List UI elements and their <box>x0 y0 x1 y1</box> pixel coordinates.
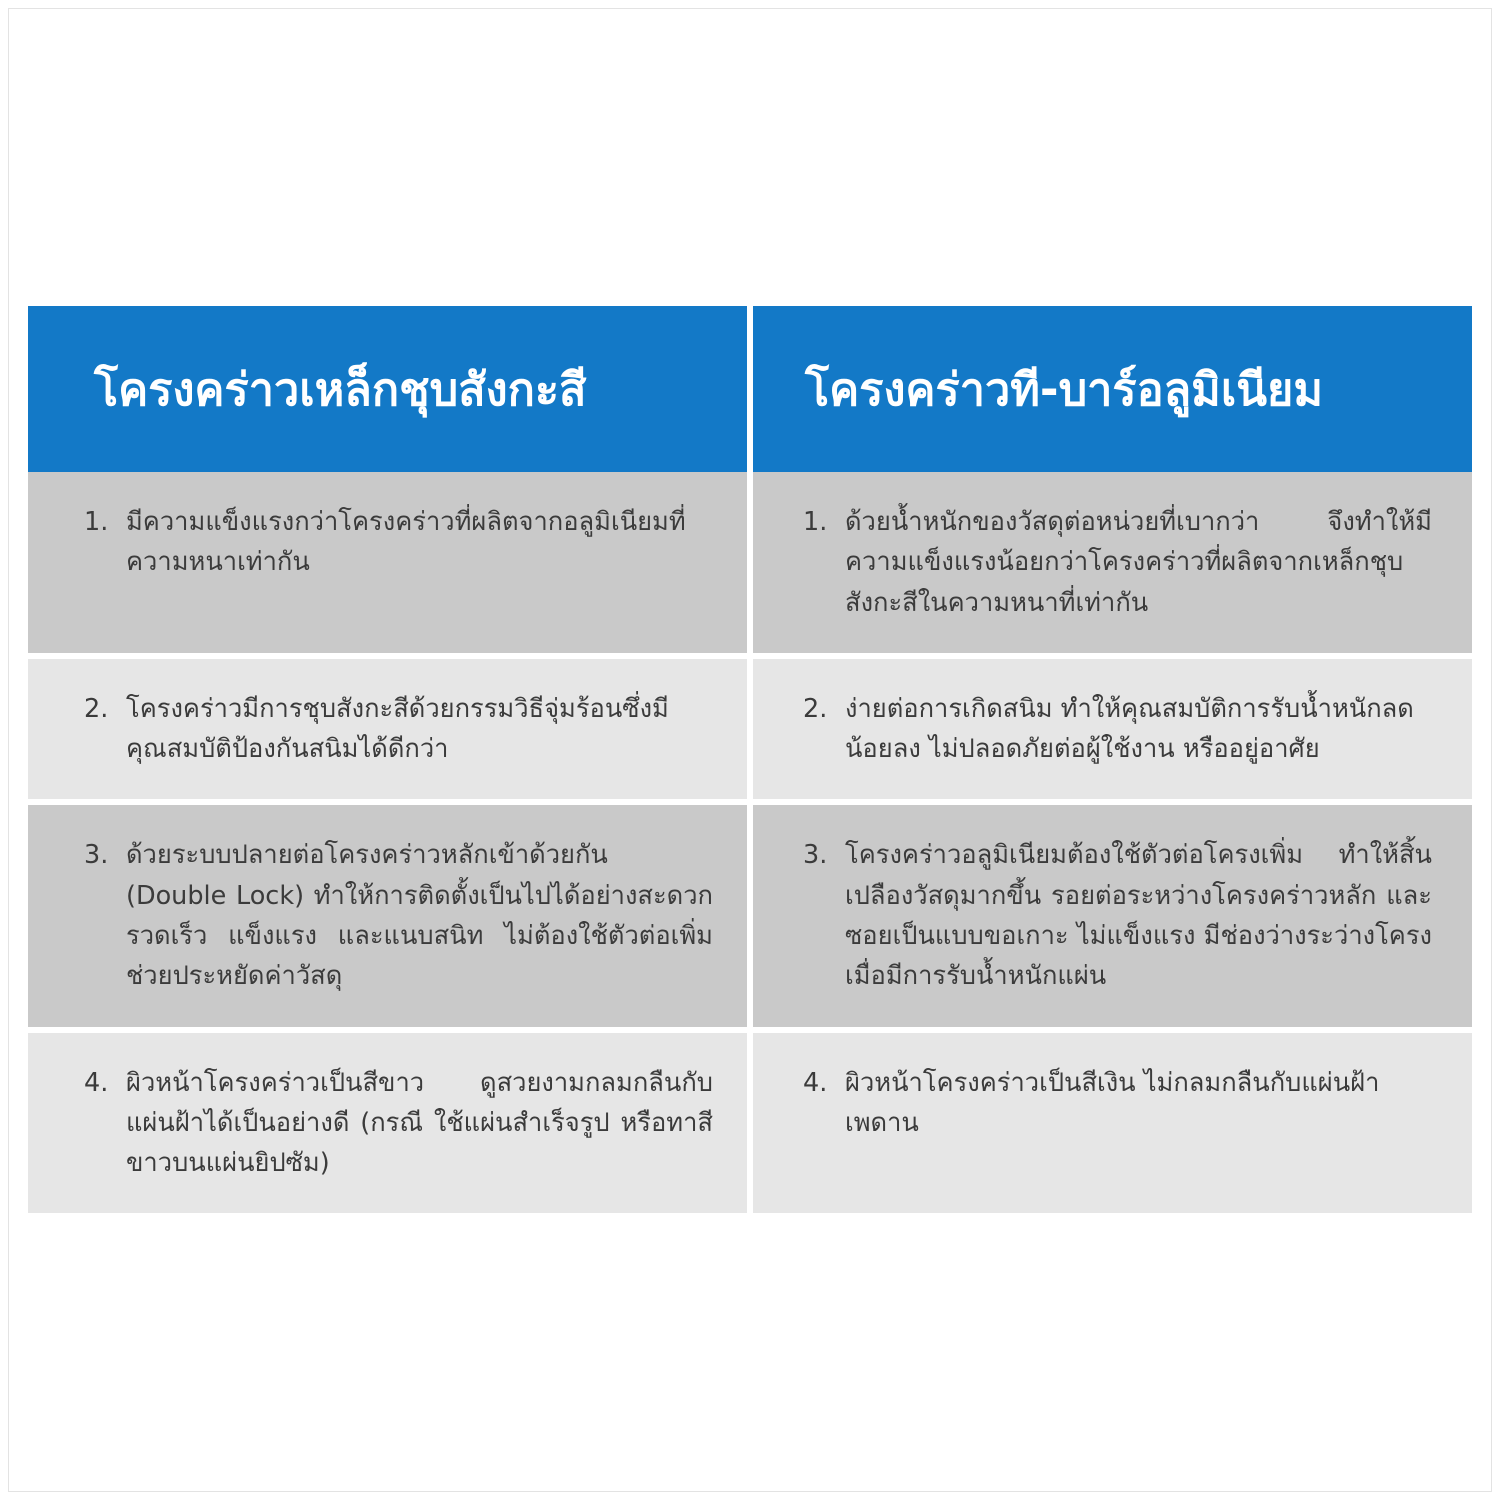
table-row <box>28 802 1472 1029</box>
cell-left-1 <box>28 472 750 656</box>
table-body <box>28 472 1472 1213</box>
item-number: 3. <box>84 840 109 871</box>
item-number: 2. <box>803 693 828 724</box>
item-number: 3. <box>803 840 828 871</box>
cell-right-4 <box>750 1030 1472 1214</box>
item-text: ผิวหน้าโครงคร่าวเป็นสีขาว ดูสวยงามกลมกลืนกับแผ่นฝ้าได้เป็นอย่างดี (กรณี ใช้แผ่นสำเร็จรูป หรือทาสีขาวบนแผ่นยิปซัม) <box>126 1067 713 1179</box>
item-text: มีความแข็งแรงกว่าโครงคร่าวที่ผลิตจากอลูมิเนียมที่ความหนาเท่ากัน <box>126 507 686 578</box>
item-text: ด้วยน้ำหนักของวัสดุต่อหน่วยที่เบากว่า จึงทำให้มีความแข็งแรงน้อยกว่าโครงคร่าวที่ผลิตจากเหล็กชุบสังกะสีในความหนาที่เท่ากัน <box>845 507 1432 618</box>
item-text: ง่ายต่อการเกิดสนิม ทำให้คุณสมบัติการรับน้ำหนักลดน้อยลง ไม่ปลอดภัยต่อผู้ใช้งาน หรืออยู่อาศัย <box>845 693 1414 765</box>
item-number: 2. <box>84 693 109 724</box>
table-row <box>28 1030 1472 1214</box>
item-number: 4. <box>84 1067 109 1098</box>
cell-right-3 <box>750 802 1472 1029</box>
cell-right-1 <box>750 472 1472 656</box>
table-row <box>28 656 1472 803</box>
cell-right-2 <box>750 656 1472 803</box>
table-row <box>28 472 1472 656</box>
item-text: ผิวหน้าโครงคร่าวเป็นสีเงิน ไม่กลมกลืนกับแผ่นฝ้าเพดาน <box>845 1067 1380 1138</box>
item-number: 1. <box>803 507 828 537</box>
item-number: 1. <box>84 507 109 537</box>
cell-left-4 <box>28 1030 750 1214</box>
item-text: โครงคร่าวอลูมิเนียมต้องใช้ตัวต่อโครงเพิ่ม ทำให้สิ้นเปลืองวัสดุมากขึ้น รอยต่อระหว่างโครงคร่าวหลัก และซอยเป็นแบบขอเกาะ ไม่แข็งแรง มีช่องว่างระว่างโครงเมื่อมีการรับน้ำหนักแผ่น <box>845 840 1432 992</box>
table-header-row <box>28 306 1472 472</box>
comparison-table-container <box>28 306 1472 1214</box>
item-text: ด้วยระบบปลายต่อโครงคร่าวหลักเข้าด้วยกัน (Double Lock) ทำให้การติดตั้งเป็นไปได้อย่างสะดวกรวดเร็ว แข็งแรง และแนบสนิท ไม่ต้องใช้ตัวต่อเพิ่ม ช่วยประหยัดค่าวัสดุ <box>126 840 713 992</box>
cell-left-3 <box>28 802 750 1029</box>
item-text: โครงคร่าวมีการชุบสังกะสีด้วยกรรมวิธีจุ่มร้อนซึ่งมีคุณสมบัติป้องกันสนิมได้ดีกว่า <box>126 693 669 765</box>
column-header-galvanized-steel: โครงคร่าวเหล็กชุบสังกะสี <box>28 306 750 472</box>
column-header-aluminium-tbar: โครงคร่าวที-บาร์อลูมิเนียม <box>750 306 1472 472</box>
cell-left-2 <box>28 656 750 803</box>
comparison-table <box>28 306 1472 1213</box>
table-header <box>28 306 1472 472</box>
item-number: 4. <box>803 1067 828 1098</box>
